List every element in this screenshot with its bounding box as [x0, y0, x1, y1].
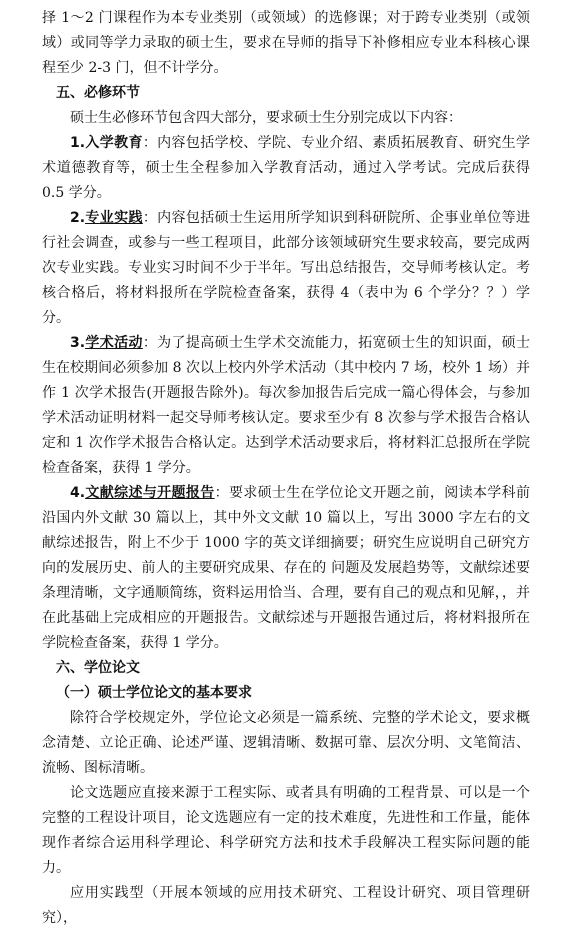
paragraph-elective-courses: 择 1～2 门课程作为本专业类别（或领域）的选修课；对于跨专业类别（或领域）或同等学力录取的硕士生，要求在导师的指导下补修相应专业本科核心课程至少 2-3 门，但不计学分。	[42, 10, 530, 76]
subsection-heading-thesis-requirements: （一）硕士学位论文的基本要求	[56, 685, 252, 701]
section-heading-required-links: 五、必修环节	[56, 85, 140, 101]
item-academic-activity	[42, 331, 530, 481]
item-orientation	[42, 131, 530, 206]
document-page	[42, 6, 530, 931]
item-number: 4.	[70, 485, 86, 501]
item-number: 2.	[70, 210, 86, 226]
paragraph-thesis-topic: 论文选题应直接来源于工程实际、或者具有明确的工程背景、可以是一个完整的工程设计项目，论文选题应有一定的技术难度，先进性和工作量，能体现作者综合运用科学理论、科学研究方法和技术手段解决工程实际问题的能力。	[42, 785, 530, 876]
item-number: 1.	[70, 135, 86, 151]
item-title: 入学教育	[85, 135, 143, 151]
section-heading-thesis: 六、学位论文	[56, 660, 140, 676]
item-text: ：内容包括学校、学院、专业介绍、素质拓展教育、研究生学术道德教育等，硕士生全程参加入学教育活动，通过入学考试。完成后获得 0.5 学分。	[42, 135, 530, 201]
item-text: ：要求硕士生在学位论文开题之前，阅读本学科前沿国内外文献 30 篇以上，其中外文文献 10 篇以上，写出 3000 字左右的文献综述报告，附上不少于 1000 字的英文详细摘要；研究生应说明自己研究方向的发展历史、前人的主要研究成果、存在的 问题及发展趋势等，文献综述要条理清晰，文字通顺简练，资料运用恰当、合理，要有自己的观点和见解，，并在此基础上完成相应的开题报告。文献综述与开题报告通过后，将材料报所在学院检查备案，获得 1 学分。	[42, 485, 531, 651]
item-title: 学术活动	[85, 335, 143, 351]
item-title: 文献综述与开题报告	[85, 485, 215, 501]
item-practice	[42, 206, 530, 331]
item-text: ：为了提高硕士生学术交流能力，拓宽硕士生的知识面，硕士生在校期间必须参加 8 次以上校内外学术活动（其中校内 7 场，校外 1 场）并作 1 次学术报告(开题报告除外)。每次参加报告后完成一篇心得体会，与参加学术活动证明材料一起交导师考核认定。要求至少有 8 次参与学术报告合格认定和 1 次作学术报告合格认定。达到学术活动要求后，将材料汇总报所在学院检查备案，获得 1 学分。	[42, 335, 530, 476]
paragraph-required-intro: 硕士生必修环节包含四大部分，要求硕士生分别完成以下内容：	[70, 110, 462, 126]
item-title: 专业实践	[85, 210, 143, 226]
item-literature-review	[42, 481, 530, 656]
item-text: ：内容包括硕士生运用所学知识到科研院所、企事业单位等进行社会调查，或参与一些工程项目，此部分该领域研究生要求较高，要完成两次专业实践。专业实习时间不少于半年。写出总结报告，交导师考核认定。考核合格后，将材料报所在学院检查备案，获得 4（表中为 6 个学分？？）学分。	[42, 210, 530, 326]
item-number: 3.	[70, 335, 86, 351]
paragraph-thesis-requirements: 除符合学校规定外，学位论文必须是一篇系统、完整的学术论文，要求概念清楚、立论正确、论述严谨、逻辑清晰、数据可靠、层次分明、文笔简洁、流畅、图标清晰。	[42, 710, 530, 776]
paragraph-applied-practice: 应用实践型（开展本领域的应用技术研究、工程设计研究、项目管理研究），	[42, 885, 530, 926]
